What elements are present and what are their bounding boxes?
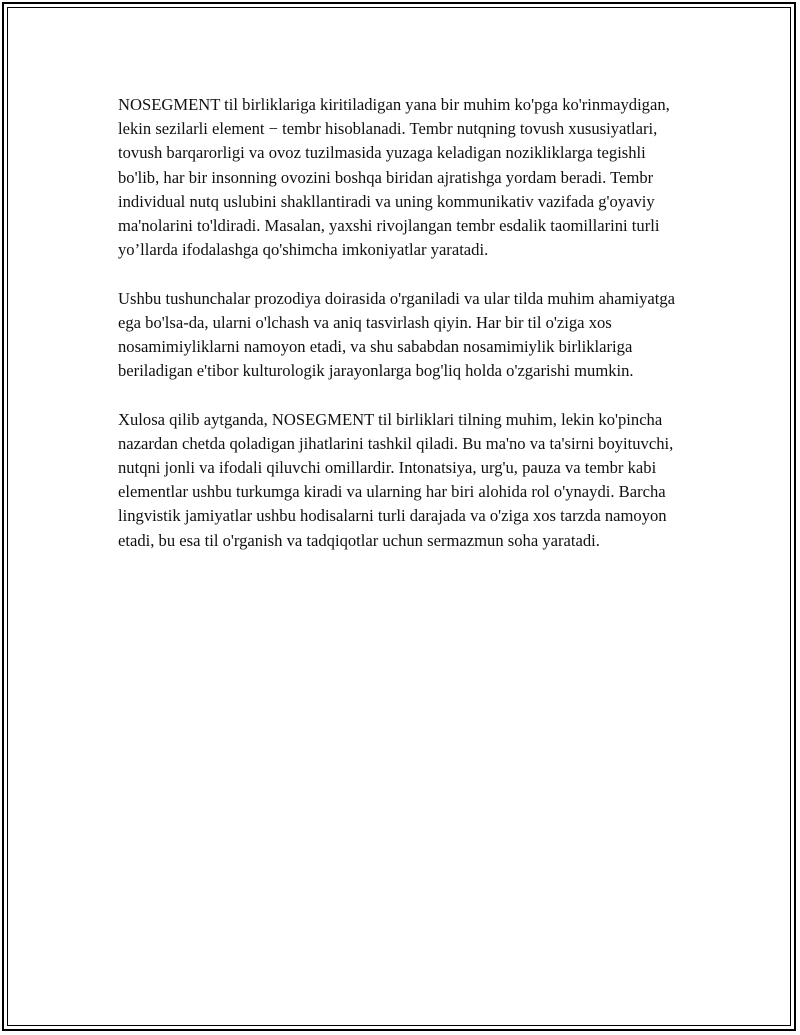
paragraph-prosody: Ushbu tushunchalar prozodiya doirasida o'rganiladi va ular tilda muhim ahamiyatga ega bo'lsa-da, ularni o'lchash va aniq tasvirlash qiyin. Har bir til o'ziga xos nosamimiyliklarni namoyon etadi, va shu sababdan nosamimiylik birliklariga beriladigan e'tibor kulturologik jarayonlarga bog'liq holda o'zgarishi mumkin. (118, 288, 676, 381)
document-body (118, 93, 684, 577)
paragraph-timbre: NOSEGMENT til birliklariga kiritiladigan yana bir muhim ko'pga ko'rinmaydigan, lekin sezilarli element − tembr hisoblanadi. Tembr nutqning tovush xususiyatlari, tovush barqarorligi va ovoz tuzilmasida yuzaga keladigan noziklіklarga tegishli bo'lib, har bir insonning ovozini boshqa biridan ajratishga yordam beradi. Tembr individual nutq uslubini shakllantiradi va uning kommunikativ vazifada g'oyaviy ma'nolarini to'ldiradi. Masalan, yaxshi rivojlangan tembr esdalik taomillarini turli yo’llarda ifodalashga qo'shimcha imkoniyatlar yaratadi. (118, 95, 670, 260)
paragraph-conclusion: Xulosa qilib aytganda, NOSEGMENT til birliklari tilning muhim, lekin ko'pincha nazardan chetda qoladigan jihatlarini tashkil qiladi. Bu ma'no va ta'sirni boyituvchi, nutqni jonli va ifodali qiluvchi omillardir. Intonatsiya, urg'u, pauza va tembr kabi elementlar ushbu turkumga kiradi va ularning har biri alohida rol o'ynaydi. Barcha lingvistik jamiyatlar ushbu hodisalarni turli darajada va o'ziga xos tarzda namoyon etadi, bu esa til o'rganish va tadqiqotlar uchun sermazmun soha yaratadi. (118, 409, 674, 550)
